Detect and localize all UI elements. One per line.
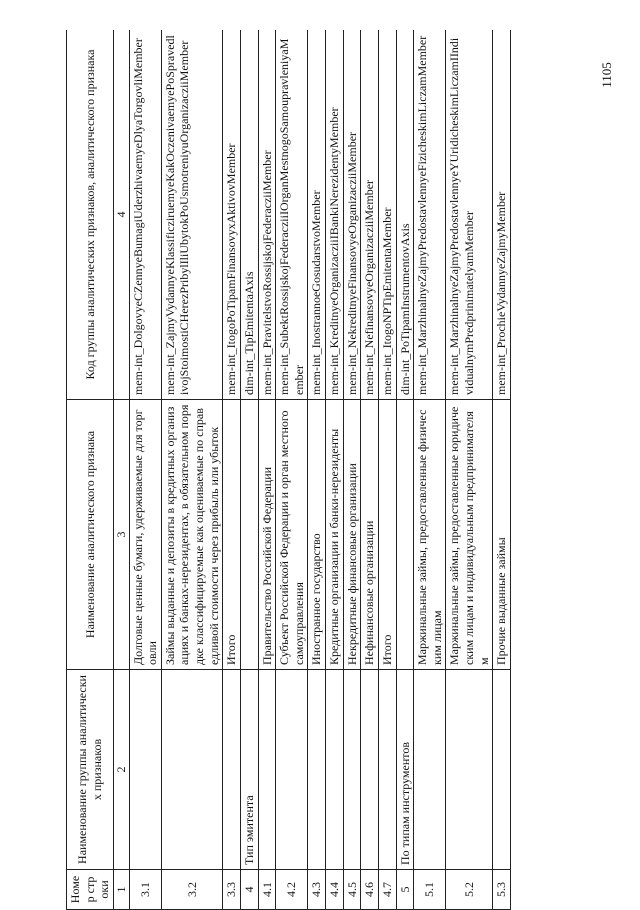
- feature-name-cell: Займы выданные и депозиты в кредитных организациях и банках-нерезидентах, в обязательном порядке классифицируемые как оцениваемые по справедливой стоимости через прибыль или убыток: [161, 400, 223, 670]
- header-feature-name: Наименование аналитического признака: [67, 400, 114, 670]
- table-row: [343, 30, 361, 910]
- table-row: [161, 30, 223, 910]
- row-number-cell: 5.3: [493, 870, 511, 910]
- table-row: [129, 30, 161, 910]
- row-number-cell: 4.7: [378, 870, 396, 910]
- row-number-cell: 4.6: [361, 870, 379, 910]
- row-number-cell: 4.4: [326, 870, 344, 910]
- group-name-cell: [378, 670, 396, 870]
- header-row-number: Номер строки: [67, 870, 114, 910]
- feature-name-cell: Правительство Российской Федерации: [258, 400, 276, 670]
- code-cell: mem-int_KreditnyeOrganizacziiIBankiNerezidentyMember: [326, 30, 344, 400]
- code-cell: mem-int_PravitelstvoRossijskojFederacziiMember: [258, 30, 276, 400]
- table-row: [414, 30, 446, 910]
- table-row: [276, 30, 308, 910]
- group-name-cell: [223, 670, 241, 870]
- code-cell: dim-int_TipEmitentaAxis: [240, 30, 258, 400]
- column-number-row: [113, 30, 129, 910]
- column-number: 4: [113, 30, 129, 400]
- feature-name-cell: Долговые ценные бумаги, удерживаемые для торговли: [129, 400, 161, 670]
- group-name-cell: [446, 670, 493, 870]
- document-page: [66, 30, 576, 910]
- code-cell: mem-int_NefinansovyeOrganizacziiMember: [361, 30, 379, 400]
- table-body: [129, 30, 510, 910]
- table-row: [378, 30, 396, 910]
- row-number-cell: 4.2: [276, 870, 308, 910]
- group-name-cell: По типам инструментов: [396, 670, 414, 870]
- row-number-cell: 3.1: [129, 870, 161, 910]
- code-cell: mem-int_InostrannoeGosudarstvoMember: [308, 30, 326, 400]
- column-number: 2: [113, 670, 129, 870]
- column-number: 1: [113, 870, 129, 910]
- row-number-cell: 4.3: [308, 870, 326, 910]
- group-name-cell: [326, 670, 344, 870]
- feature-name-cell: Кредитные организации и банки-нерезиденты: [326, 400, 344, 670]
- code-cell: mem-int_MarzhinalnyeZajmyPredostavlennyeYUridicheskimLiczamIIndividualnymPredprinimatelyamMember: [446, 30, 493, 400]
- feature-name-cell: Прочие выданные займы: [493, 400, 511, 670]
- analytic-features-table: [66, 30, 511, 910]
- group-name-cell: [129, 670, 161, 870]
- feature-name-cell: [396, 400, 414, 670]
- header-code: Код группы аналитических признаков, аналитического признака: [67, 30, 114, 400]
- row-number-cell: 4.5: [343, 870, 361, 910]
- table-row: [326, 30, 344, 910]
- feature-name-cell: Итого: [223, 400, 241, 670]
- table-row: [361, 30, 379, 910]
- table-row: [240, 30, 258, 910]
- code-cell: mem-int_DolgovyeCZennyeBumagiUderzhivaemyeDlyaTorgovliMember: [129, 30, 161, 400]
- feature-name-cell: Нефинансовые организации: [361, 400, 379, 670]
- feature-name-cell: [240, 400, 258, 670]
- feature-name-cell: Иностранное государство: [308, 400, 326, 670]
- table-row: [493, 30, 511, 910]
- table-row: [308, 30, 326, 910]
- rotated-table-container: [66, 30, 576, 910]
- page-number: 1105: [599, 62, 614, 88]
- row-number-cell: 3.3: [223, 870, 241, 910]
- column-number: 3: [113, 400, 129, 670]
- group-name-cell: [493, 670, 511, 870]
- group-name-cell: [361, 670, 379, 870]
- table-row: [258, 30, 276, 910]
- code-cell: mem-int_MarzhinalnyeZajmyPredostavlennyeFizicheskimLiczamMember: [414, 30, 446, 400]
- code-cell: mem-int_NekreditnyeFinansovyeOrganizacziiMember: [343, 30, 361, 400]
- group-name-cell: [161, 670, 223, 870]
- code-cell: mem-int_ProchieVydannyeZajmyMember: [493, 30, 511, 400]
- row-number-cell: 4.1: [258, 870, 276, 910]
- feature-name-cell: Итого: [378, 400, 396, 670]
- table-row: [223, 30, 241, 910]
- group-name-cell: [414, 670, 446, 870]
- row-number-cell: 5.1: [414, 870, 446, 910]
- group-name-cell: [258, 670, 276, 870]
- feature-name-cell: Маржинальные займы, предоставленные юридическим лицам и индивидуальным предпринимателям: [446, 400, 493, 670]
- group-name-cell: Тип эмитента: [240, 670, 258, 870]
- group-name-cell: [308, 670, 326, 870]
- row-number-cell: 4: [240, 870, 258, 910]
- code-cell: dim-int_PoTipamInstrumentovAxis: [396, 30, 414, 400]
- feature-name-cell: Некредитные финансовые организации: [343, 400, 361, 670]
- header-group-name: Наименование группы аналитических признаков: [67, 670, 114, 870]
- code-cell: mem-int_ItogoNPTipEmitentaMember: [378, 30, 396, 400]
- feature-name-cell: Субъект Российской Федерации и орган местного самоуправления: [276, 400, 308, 670]
- group-name-cell: [343, 670, 361, 870]
- feature-name-cell: Маржинальные займы, предоставленные физическим лицам: [414, 400, 446, 670]
- row-number-cell: 5: [396, 870, 414, 910]
- table-row: [446, 30, 493, 910]
- row-number-cell: 5.2: [446, 870, 493, 910]
- code-cell: mem-int_ItogoPoTipamFinansovyxAktivovMember: [223, 30, 241, 400]
- code-cell: mem-int_ZajmyVydannyeKlassificziruemyeKakOczenivaemyePoSpravedlivojStoimostiCHerezPribylIliUbytokPoUsmotreniyuOrganizacziiMember: [161, 30, 223, 400]
- row-number-cell: 3.2: [161, 870, 223, 910]
- table-header-row: [67, 30, 114, 910]
- code-cell: mem-int_SubektRossijskojFederacziiIOrganMestnogoSamoupravleniyaMember: [276, 30, 308, 400]
- table-row: [396, 30, 414, 910]
- group-name-cell: [276, 670, 308, 870]
